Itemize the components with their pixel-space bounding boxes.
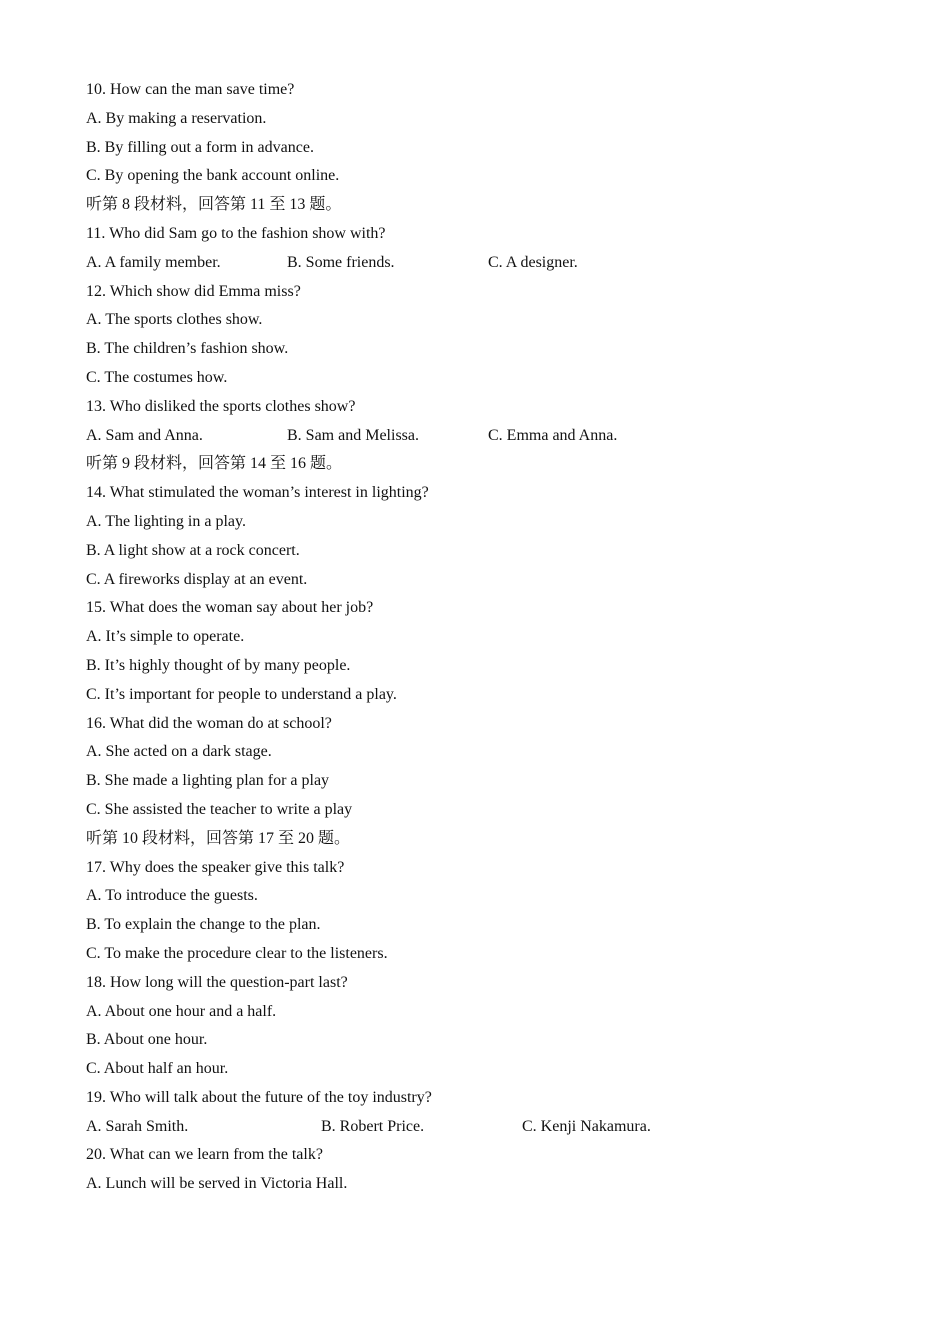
question-12: 12. Which show did Emma miss?: [86, 282, 301, 300]
q15-option-b: B. It’s highly thought of by many people.: [86, 656, 351, 674]
question-19: 19. Who will talk about the future of the toy industry?: [86, 1088, 432, 1106]
q13-option-a: A. Sam and Anna.: [86, 426, 203, 444]
q10-option-b: B. By filling out a form in advance.: [86, 138, 314, 156]
section-9-instruction: 听第 9 段材料，回答第 14 至 16 题。: [86, 455, 343, 473]
q12-option-a: A. The sports clothes show.: [86, 311, 263, 329]
q16-option-b: B. She made a lighting plan for a play: [86, 772, 330, 790]
q13-options: [86, 422, 886, 451]
q19-option-b: B. Robert Price.: [321, 1117, 425, 1135]
question-11: 11. Who did Sam go to the fashion show with?: [86, 224, 386, 242]
q11-options: [86, 249, 886, 278]
q13-option-c: C. Emma and Anna.: [488, 426, 618, 444]
q13-option-b: B. Sam and Melissa.: [287, 426, 419, 444]
q19-option-a: A. Sarah Smith.: [86, 1117, 189, 1135]
q16-option-c: C. She assisted the teacher to write a play: [86, 800, 353, 818]
question-13: 13. Who disliked the sports clothes show?: [86, 397, 356, 415]
q16-option-a: A. She acted on a dark stage.: [86, 743, 272, 761]
q18-option-b: B. About one hour.: [86, 1031, 208, 1049]
question-17: 17. Why does the speaker give this talk?: [86, 858, 345, 876]
q17-option-a: A. To introduce the guests.: [86, 887, 258, 905]
section-10-instruction: 听第 10 段材料，回答第 17 至 20 题。: [86, 829, 351, 847]
section-8-instruction: 听第 8 段材料，回答第 11 至 13 题。: [86, 196, 342, 214]
question-15: 15. What does the woman say about her job?: [86, 599, 374, 617]
q12-option-b: B. The children’s fashion show.: [86, 340, 289, 358]
q17-option-b: B. To explain the change to the plan.: [86, 916, 321, 934]
q19-option-c: C. Kenji Nakamura.: [522, 1117, 651, 1135]
q14-option-a: A. The lighting in a play.: [86, 512, 246, 530]
question-list: [86, 76, 886, 1199]
question-18: 18. How long will the question-part last?: [86, 973, 348, 991]
question-20: 20. What can we learn from the talk?: [86, 1146, 323, 1164]
q10-option-c: C. By opening the bank account online.: [86, 167, 340, 185]
q11-option-b: B. Some friends.: [287, 253, 395, 271]
question-10: 10. How can the man save time?: [86, 81, 295, 98]
q18-option-c: C. About half an hour.: [86, 1060, 229, 1078]
q20-option-a: A. Lunch will be served in Victoria Hall.: [86, 1175, 348, 1193]
q14-option-b: B. A light show at a rock concert.: [86, 541, 300, 559]
q15-option-a: A. It’s simple to operate.: [86, 628, 245, 646]
q18-option-a: A. About one hour and a half.: [86, 1002, 277, 1020]
q11-option-a: A. A family member.: [86, 253, 221, 271]
q15-option-c: C. It’s important for people to understand a play.: [86, 685, 397, 703]
q14-option-c: C. A fireworks display at an event.: [86, 570, 308, 588]
q11-option-c: C. A designer.: [488, 253, 578, 271]
question-16: 16. What did the woman do at school?: [86, 714, 332, 732]
q12-option-c: C. The costumes how.: [86, 368, 228, 386]
q19-options: [86, 1113, 886, 1142]
q10-option-a: A. By making a reservation.: [86, 109, 267, 127]
question-14: 14. What stimulated the woman’s interest in lighting?: [86, 484, 429, 502]
q17-option-c: C. To make the procedure clear to the listeners.: [86, 944, 388, 962]
